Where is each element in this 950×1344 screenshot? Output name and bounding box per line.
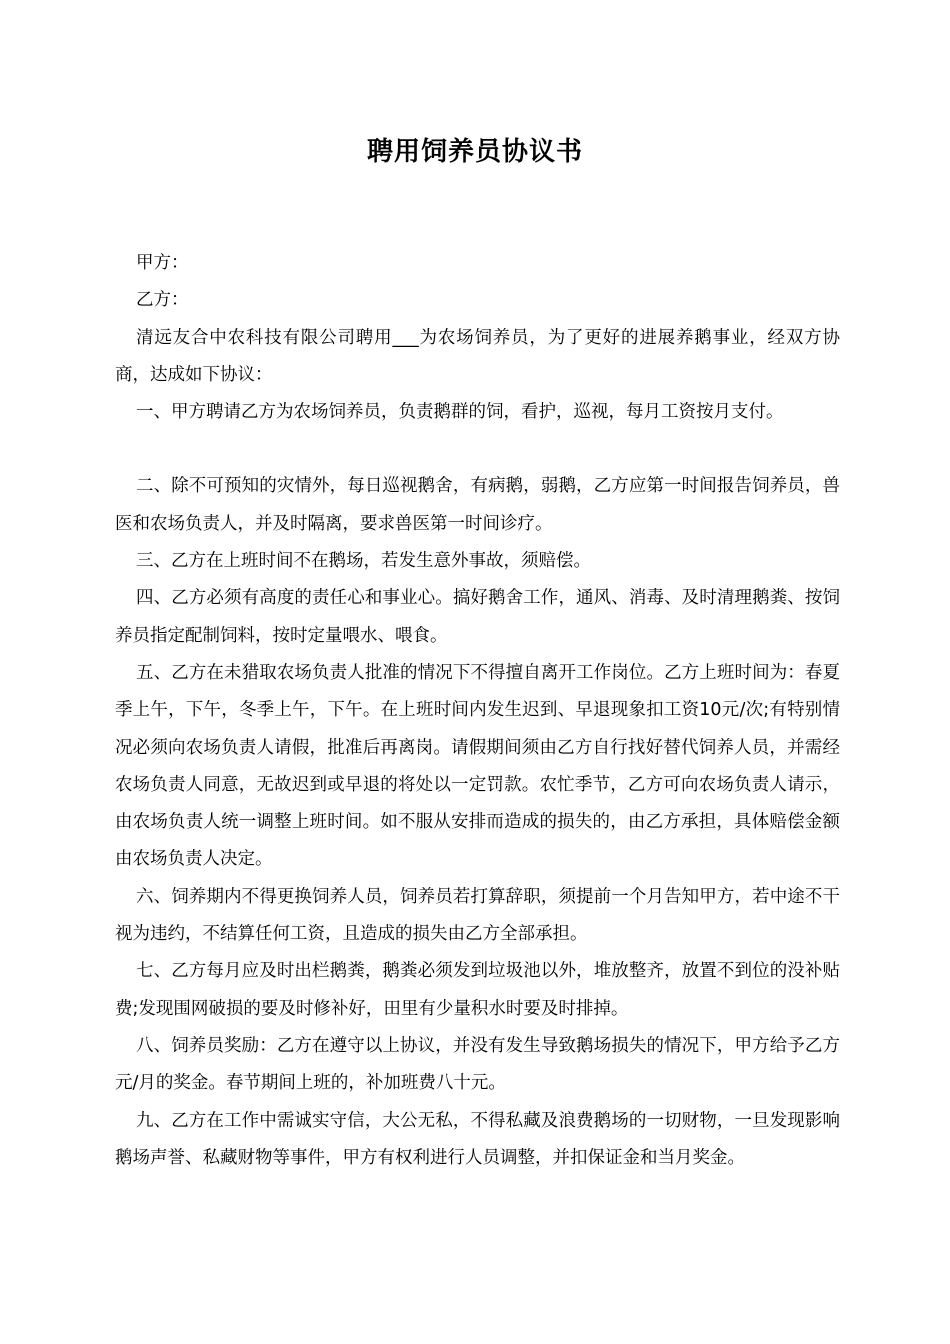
clause-1: 一、甲方聘请乙方为农场饲养员，负责鹅群的饲，看护，巡视，每月工资按月支付。 — [136, 402, 784, 423]
clause-4: 四、乙方必须有高度的责任心和事业心。搞好鹅舍工作，通风、消毒、及时清理鹅粪、按饲养员指定配制饲料，按时定量喂水、喂食。 — [115, 588, 840, 646]
clause-6: 六、饲养期内不得更换饲养人员，饲养员若打算辞职，须提前一个月告知甲方，若中途不干视为违约，不结算任何工资，且造成的损失由乙方全部承担。 — [115, 886, 840, 945]
document-body — [115, 245, 840, 1177]
clause-8: 八、饲养员奖励：乙方在遵守以上协议，并没有发生导致鹅场损失的情况下，甲方给予乙方元/月的奖金。春节期间上班的，补加班费八十元。 — [115, 1035, 840, 1094]
clause-2: 二、除不可预知的灾情外，每日巡视鹅舍，有病鹅，弱鹅，乙方应第一时间报告饲养员，兽医和农场负责人，并及时隔离，要求兽医第一时间诊疗。 — [115, 476, 840, 534]
clause-9: 九、乙方在工作中需诚实守信，大公无私，不得私藏及浪费鹅场的一切财物，一旦发现影响鹅场声誉、私藏财物等事件，甲方有权利进行人员调整，并扣保证金和当月奖金。 — [115, 1110, 840, 1168]
party-b-line: 乙方： — [136, 290, 189, 311]
clause-5: 五、乙方在未猎取农场负责人批准的情况下不得擅自离开工作岗位。乙方上班时间为：春夏季上午，下午，冬季上午，下午。在上班时间内发生迟到、早退现象扣工资10元/次;有特别情况必须向农场负责人请假，批准后再离岗。请假期间须由乙方自行找好替代饲养人员，并需经农场负责人同意，无故迟到或早退的将处以一定罚款。农忙季节，乙方可向农场负责人请示，由农场负责人统一调整上班时间。如不服从安排而造成的损失的，由乙方承担，具体赔偿金额由农场负责人决定。 — [115, 662, 840, 870]
party-a-line: 甲方： — [136, 253, 189, 273]
clause-7: 七、乙方每月应及时出栏鹅粪，鹅粪必须发到垃圾池以外，堆放整齐，放置不到位的没补贴费;发现围网破损的要及时修补好，田里有少量积水时要及时排掉。 — [115, 961, 840, 1019]
document-title: 聘用饲养员协议书 — [366, 137, 583, 167]
intro-paragraph: 清远友合中农科技有限公司聘用___为农场饲养员，为了更好的进展养鹅事业，经双方协商，达成如下协议： — [115, 327, 840, 385]
clause-3: 三、乙方在上班时间不在鹅场，若发生意外事故，须赔偿。 — [136, 551, 591, 572]
